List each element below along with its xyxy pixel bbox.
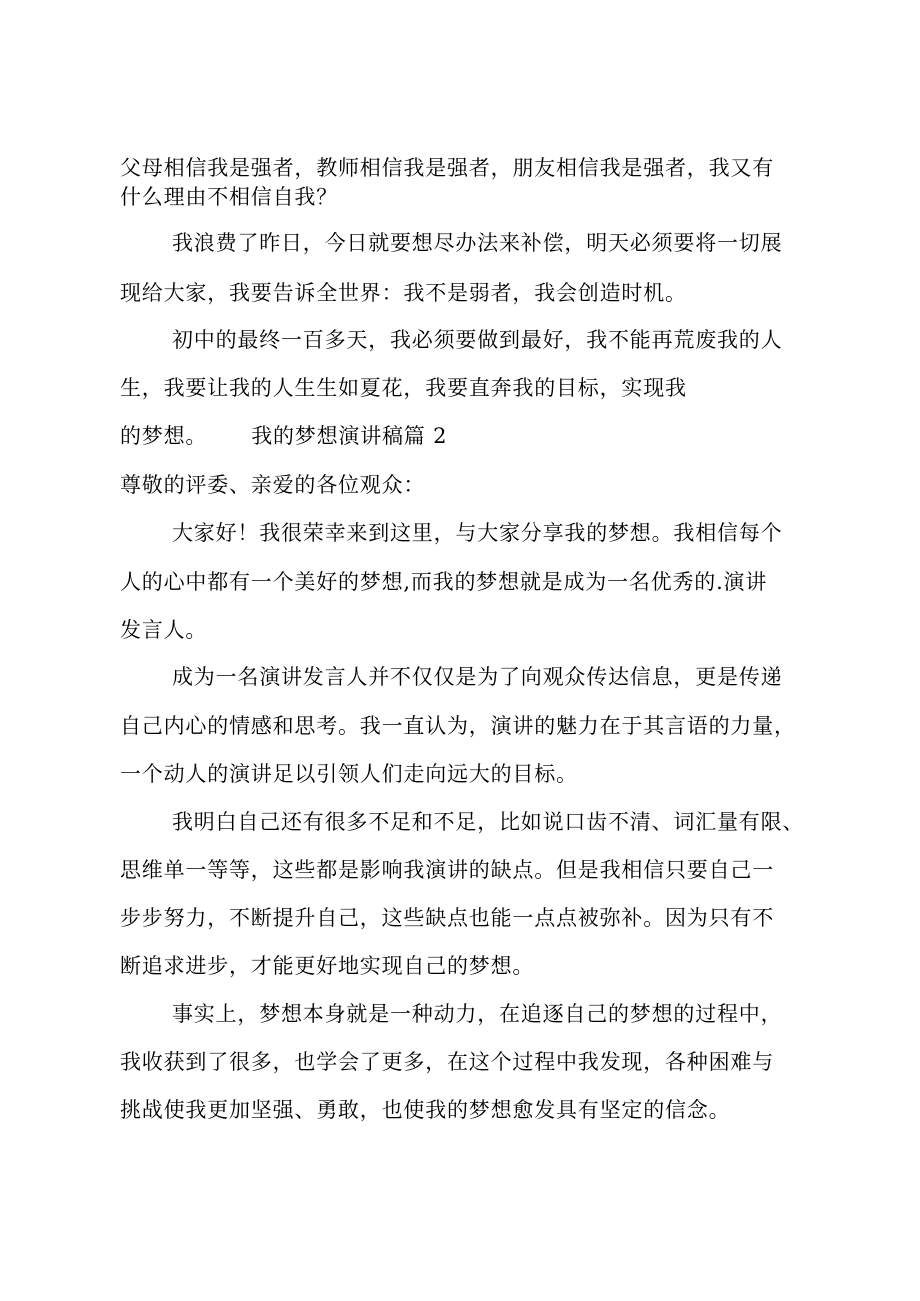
paragraph-line: 父母相信我是强者，教师相信我是强者，朋友相信我是强者，我又有: [120, 156, 774, 180]
title-line: [120, 426, 447, 447]
paragraph-line: 自己内心的情感和思考。我一直认为，演讲的魅力在于其言语的力量，: [120, 714, 796, 738]
paragraph-line: 断追求进步，才能更好地实现自己的梦想。: [120, 954, 535, 978]
paragraph-line: 什么理由不相信自我？: [120, 185, 338, 209]
paragraph-tail: 的梦想。: [120, 424, 208, 448]
paragraph-line: 初中的最终一百多天，我必须要做到最好，我不能再荒废我的人: [172, 328, 783, 352]
salutation: 尊敬的评委、亲爱的各位观众：: [120, 473, 426, 497]
paragraph-line: 大家好！我很荣幸来到这里，与大家分享我的梦想。我相信每个: [172, 521, 783, 545]
paragraph-line: 现给大家，我要告诉全世界：我不是弱者，我会创造时机。: [120, 281, 687, 305]
paragraph-line: 人的心中都有一个美好的梦想,而我的梦想就是成为一名优秀的.演讲: [120, 570, 768, 594]
paragraph-line: 发言人。: [120, 618, 208, 642]
paragraph-line: 我浪费了昨日，今日就要想尽办法来补偿，明天必须要将一切展: [172, 231, 783, 255]
paragraph-line: 事实上，梦想本身就是一种动力，在追逐自己的梦想的过程中，: [172, 1002, 783, 1026]
section-title: 我的梦想演讲稿篇 2: [251, 424, 448, 448]
paragraph-line: 我明白自己还有很多不足和不足，比如说口齿不清、词汇量有限、: [172, 810, 805, 834]
paragraph-line: 成为一名演讲发言人并不仅仅是为了向观众传达信息，更是传递: [172, 665, 783, 689]
paragraph-line: 一个动人的演讲足以引领人们走向远大的目标。: [120, 762, 578, 786]
paragraph-line: 思维单一等等，这些都是影响我演讲的缺点。但是我相信只要自己一: [120, 858, 774, 882]
paragraph-line: 生，我要让我的人生生如夏花，我要直奔我的目标，实现我: [120, 376, 687, 400]
paragraph-line: 步步努力，不断提升自己，这些缺点也能一点点被弥补。因为只有不: [120, 906, 774, 930]
paragraph-line: 我收获到了很多，也学会了更多，在这个过程中我发现，各种困难与: [120, 1050, 774, 1074]
paragraph-line: 挑战使我更加坚强、勇敢，也使我的梦想愈发具有坚定的信念。: [120, 1098, 731, 1122]
